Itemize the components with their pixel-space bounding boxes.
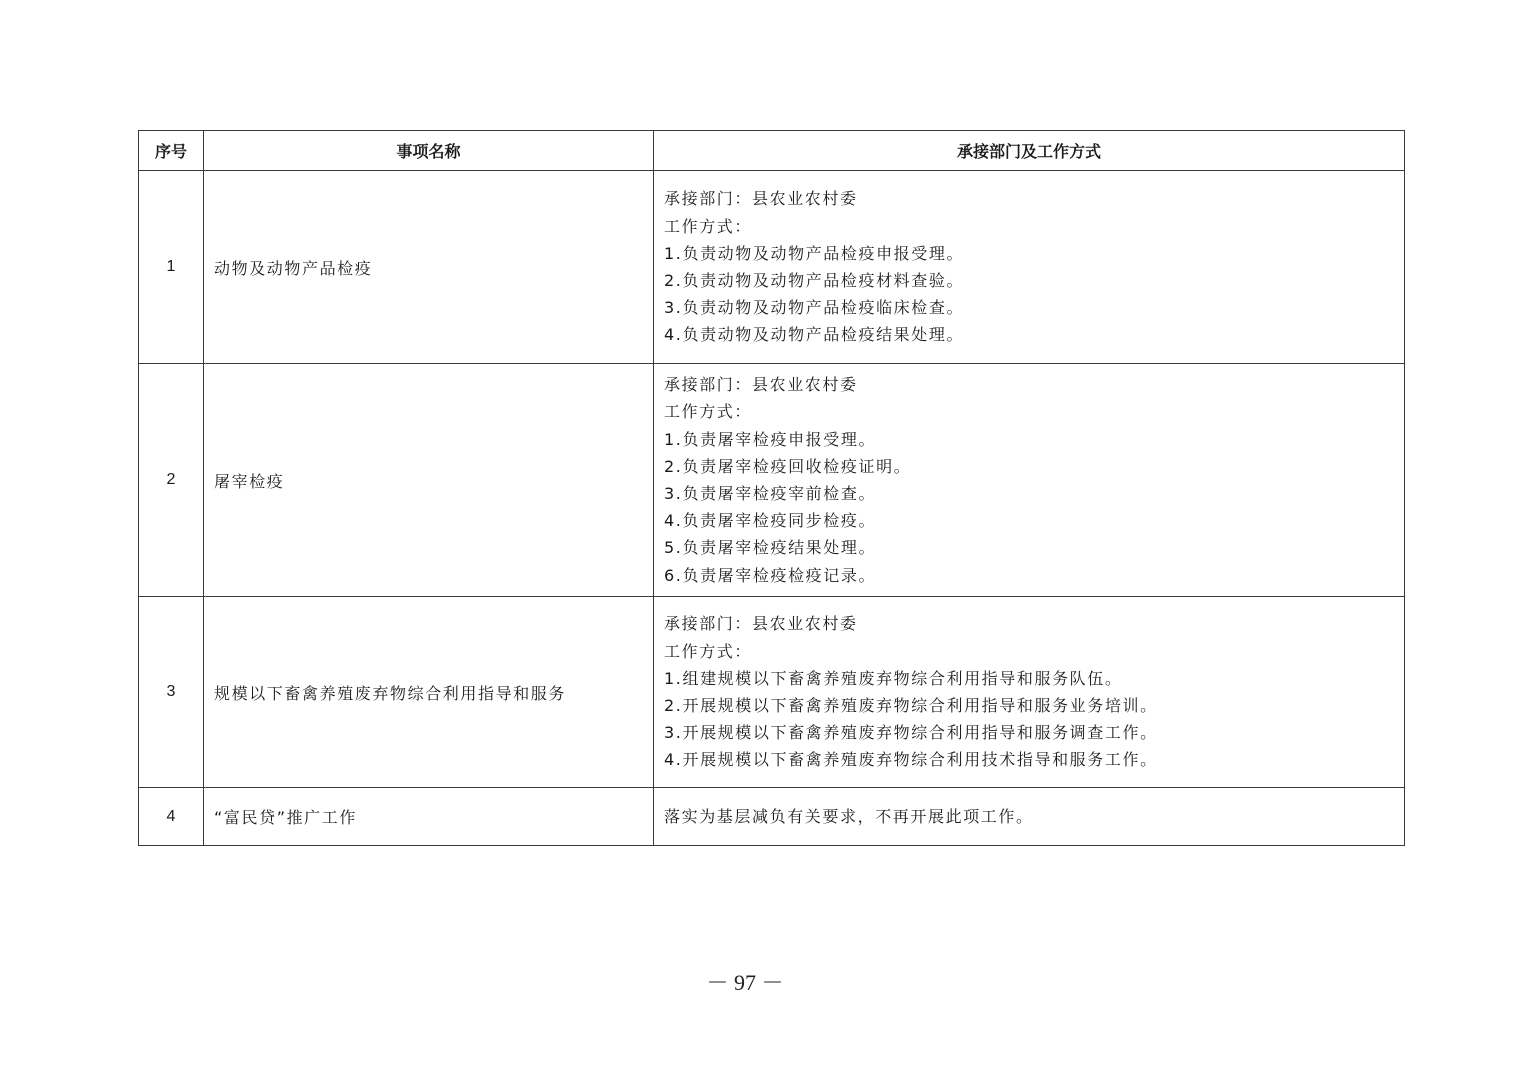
- table-row: [139, 171, 1405, 364]
- dept-line: 承接部门：县农业农村委: [664, 375, 858, 395]
- row-number: 2: [139, 364, 204, 597]
- matters-table: [138, 130, 1405, 846]
- dept-line: 承接部门：县农业农村委: [664, 614, 858, 634]
- method-label: 工作方式：: [664, 641, 753, 661]
- method-item: 3.负责动物及动物产品检疫临床检查。: [664, 298, 965, 318]
- matter-name: “富民贷”推广工作: [204, 788, 654, 846]
- header-dept: 承接部门及工作方式: [654, 131, 1405, 171]
- method-item: 4.负责动物及动物产品检疫结果处理。: [664, 325, 965, 345]
- dept-and-method: [654, 788, 1405, 846]
- header-no: 序号: [139, 131, 204, 171]
- method-item: 3.负责屠宰检疫宰前检查。: [664, 484, 877, 503]
- matter-name: 规模以下畜禽养殖废弃物综合利用指导和服务: [204, 597, 654, 788]
- table-row: [139, 788, 1405, 846]
- method-item: 落实为基层减负有关要求，不再开展此项工作。: [664, 806, 1034, 826]
- page-number: － 97 －: [706, 970, 784, 995]
- table-row: [139, 364, 1405, 597]
- dept-and-method: [654, 171, 1405, 364]
- table-row: [139, 597, 1405, 788]
- matter-name: 动物及动物产品检疫: [204, 171, 654, 364]
- dept-and-method: [654, 364, 1405, 597]
- header-name: 事项名称: [204, 131, 654, 171]
- row-number: 4: [139, 788, 204, 846]
- method-item: 1.负责动物及动物产品检疫申报受理。: [664, 243, 965, 263]
- method-item: 2.开展规模以下畜禽养殖废弃物综合利用指导和服务业务培训。: [664, 696, 1158, 715]
- method-item: 1.组建规模以下畜禽养殖废弃物综合利用指导和服务队伍。: [664, 668, 1123, 688]
- method-item: 3.开展规模以下畜禽养殖废弃物综合利用指导和服务调查工作。: [664, 723, 1158, 743]
- method-item: 6.负责屠宰检疫检疫记录。: [664, 565, 877, 585]
- matter-name: 屠宰检疫: [204, 364, 654, 597]
- row-number: 1: [139, 171, 204, 364]
- table-header-row: [139, 131, 1405, 171]
- method-item: 4.开展规模以下畜禽养殖废弃物综合利用技术指导和服务工作。: [664, 750, 1158, 770]
- row-number: 3: [139, 597, 204, 788]
- method-item: 4.负责屠宰检疫同步检疫。: [664, 511, 877, 531]
- method-item: 5.负责屠宰检疫结果处理。: [664, 538, 877, 558]
- method-label: 工作方式：: [664, 402, 753, 422]
- method-label: 工作方式：: [664, 216, 753, 236]
- method-item: 1.负责屠宰检疫申报受理。: [664, 429, 877, 449]
- dept-line: 承接部门：县农业农村委: [664, 189, 858, 209]
- method-item: 2.负责屠宰检疫回收检疫证明。: [664, 456, 912, 476]
- dept-and-method: [654, 597, 1405, 788]
- method-item: 2.负责动物及动物产品检疫材料查验。: [664, 271, 965, 290]
